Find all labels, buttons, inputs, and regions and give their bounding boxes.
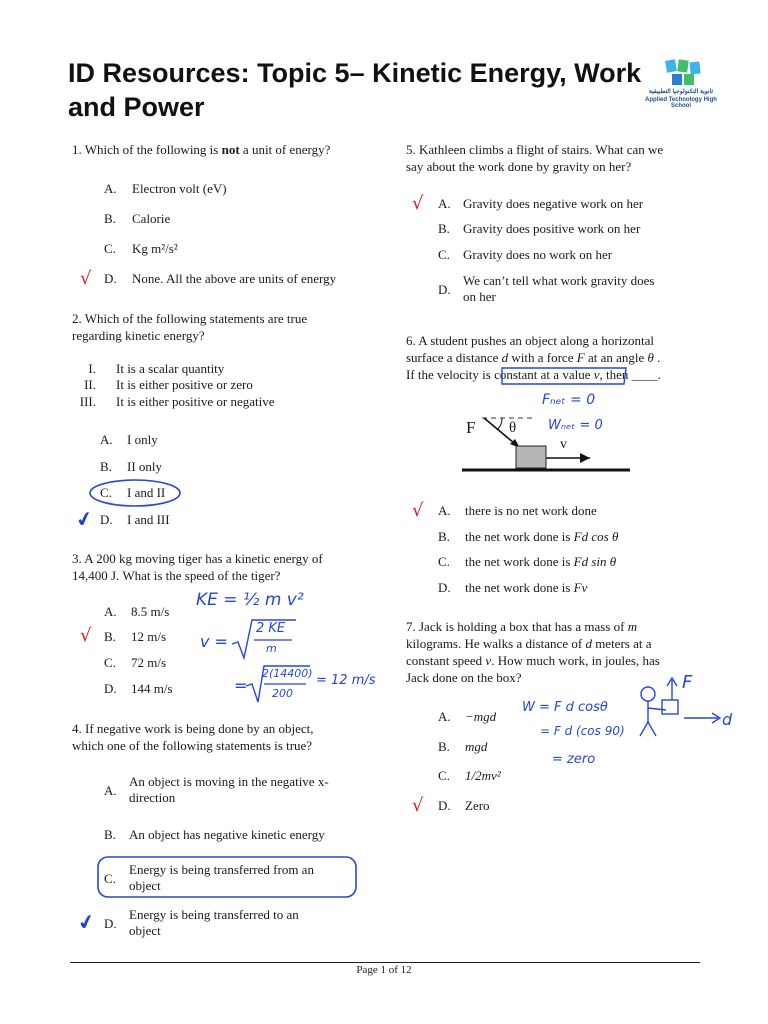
q7-option-b: [438, 739, 487, 755]
q1-stem-bold: not: [221, 142, 240, 157]
q5-option-a: [438, 196, 643, 212]
option-text: 144 m/s: [131, 681, 173, 696]
q3-hand-num: 2(14400): [262, 667, 313, 680]
q5-option-c: [438, 247, 612, 263]
option-letter: D.: [104, 681, 117, 696]
option-text-line1: Energy is being transferred to an: [129, 907, 299, 922]
option-text: Gravity does positive work on her: [463, 221, 641, 236]
option-text: Electron volt (eV): [132, 181, 227, 196]
option-letter: A.: [438, 196, 451, 211]
text: constant at a value: [494, 367, 594, 382]
q1-option-c: [104, 241, 178, 257]
q7-stem-line3: [406, 652, 706, 669]
q2-stem-line1: 2. Which of the following statements are true: [72, 311, 308, 326]
option-letter: B.: [100, 459, 112, 474]
option-text: Gravity does no work on her: [463, 247, 613, 262]
text: If the velocity is: [406, 367, 495, 382]
option-text-line1: We can’t tell what work gravity does: [463, 273, 655, 288]
logo-english: Applied Technology High School: [645, 97, 717, 109]
option-letter: B.: [104, 629, 116, 644]
statement-number: II.: [84, 377, 96, 392]
option-letter: C.: [100, 485, 112, 500]
option-text: Gravity does negative work on her: [463, 196, 644, 211]
q3-stem-line1: 3. A 200 kg moving tiger has a kinetic energy of: [72, 551, 323, 566]
option-text: Kg m²/s²: [132, 241, 178, 256]
text: kilograms. He walks a distance of: [406, 636, 586, 651]
footer-divider: [70, 962, 700, 963]
statement-text: It is a scalar quantity: [116, 361, 225, 376]
option-letter: A.: [104, 181, 117, 196]
option-text: An object has negative kinetic energy: [129, 827, 325, 842]
q3-hand-v: v =: [200, 632, 228, 651]
q6-fig-theta-label: θ: [509, 420, 517, 436]
q7-stem-line1: [406, 618, 706, 635]
statement-text: It is either positive or negative: [116, 394, 275, 409]
q6-fig-v-label: v: [560, 437, 567, 452]
q4-option-a: [104, 774, 364, 806]
q7-hand-w1: W = F d cosθ: [522, 700, 608, 715]
option-letter: C.: [438, 768, 450, 783]
option-letter: A.: [438, 503, 451, 518]
q3-stem: [72, 550, 372, 584]
option-letter: A.: [104, 783, 117, 798]
q5-stem: [406, 141, 706, 175]
q2-option-b: [100, 459, 162, 475]
q7-answer-check-icon: √: [412, 795, 424, 816]
option-text-line1: An object is moving in the negative x-: [129, 774, 329, 789]
option-text: 72 m/s: [131, 655, 167, 670]
logo-arabic: ثانوية التكنولوجيا التطبيقية: [648, 89, 714, 95]
q3-hand-m: m: [266, 642, 277, 655]
q7-option-a: [438, 709, 496, 725]
q6-stem-line1: 6. A student pushes an object along a horizontal: [406, 333, 655, 348]
q6-answer-check-icon: √: [412, 500, 424, 521]
q5-stem-line2: say about the work done by gravity on her?: [406, 159, 632, 174]
option-math: Fd cos θ: [573, 529, 619, 544]
option-letter: C.: [104, 871, 116, 886]
q4-box-annotation: [97, 856, 359, 900]
option-text: 12 m/s: [131, 629, 167, 644]
q4-option-b: [104, 827, 325, 843]
option-letter: D.: [438, 282, 451, 297]
q1-option-a: [104, 181, 227, 197]
option-text: the net work done is: [465, 529, 574, 544]
option-text: I and II: [127, 485, 166, 500]
q3-option-b: [104, 629, 166, 645]
option-letter: B.: [104, 211, 116, 226]
statement-number: III.: [79, 394, 96, 409]
q4-stem-line2: which one of the following statements is true?: [72, 738, 313, 753]
statement-text: It is either positive or zero: [116, 377, 253, 392]
option-text: Calorie: [132, 211, 171, 226]
option-text-line2: on her: [463, 289, 496, 304]
option-math: −mgd: [465, 709, 497, 724]
q5-answer-check-icon: √: [412, 193, 424, 214]
q2-stem: [72, 310, 372, 344]
q6-option-a: [438, 503, 597, 519]
q7-option-c: [438, 768, 501, 784]
q3-stem-line2: 14,400 J. What is the speed of the tiger?: [72, 568, 281, 583]
q5-stem-line1: 5. Kathleen climbs a flight of stairs. What can we: [406, 142, 664, 157]
q2-stem-line2: regarding kinetic energy?: [72, 328, 205, 343]
option-letter: A.: [100, 432, 113, 447]
q5-option-b: [438, 221, 640, 237]
var-m: m: [627, 619, 638, 634]
q3-option-c: [104, 655, 166, 671]
text: surface a distance: [406, 350, 502, 365]
text: constant speed: [406, 653, 486, 668]
var-theta: θ: [647, 350, 654, 365]
q7-hand-w2: = F d (cos 90): [540, 724, 625, 738]
option-math: 1/2mv²: [465, 768, 501, 783]
option-text: Zero: [465, 798, 490, 813]
q4-stem-line1: 4. If negative work is being done by an object,: [72, 721, 314, 736]
option-letter: C.: [438, 247, 450, 262]
option-text: there is no net work done: [465, 503, 597, 518]
var-d: d: [585, 636, 592, 651]
text: , then ____.: [599, 367, 661, 382]
option-letter: C.: [104, 655, 116, 670]
q4-option-d: [104, 907, 364, 939]
q6-option-b: [438, 529, 618, 545]
q6-option-c: [438, 554, 616, 570]
q6-option-d: [438, 580, 587, 596]
q7-hand-w3: = zero: [552, 752, 596, 767]
q4-stem: [72, 720, 372, 754]
option-letter: D.: [104, 271, 117, 286]
option-letter: B.: [104, 827, 116, 842]
option-text-line2: object: [129, 923, 161, 938]
text: at an angle: [584, 350, 648, 365]
q3-option-a: [104, 604, 169, 620]
option-math: Fv: [573, 580, 588, 595]
option-text: 8.5 m/s: [131, 604, 170, 619]
option-letter: D.: [438, 580, 451, 595]
q2-answer-check-icon: ✔: [73, 505, 96, 533]
option-text-line2: object: [129, 878, 161, 893]
q1-option-d: [104, 271, 336, 287]
text: . How much work, in joules, has: [491, 653, 660, 668]
q3-hand-2ke: 2 KE: [256, 621, 286, 636]
option-text: the net work done is: [465, 554, 574, 569]
q6-box-annotation: [500, 364, 630, 386]
q7-stem-line2: [406, 635, 706, 652]
option-letter: A.: [104, 604, 117, 619]
q6-hand-fnet: Fₙₑₜ = 0: [542, 392, 596, 408]
option-letter: B.: [438, 529, 450, 544]
q3-answer-check-icon: √: [80, 625, 92, 646]
page-title: ID Resources: Topic 5– Kinetic Energy, Work and Power: [68, 58, 642, 122]
option-math: mgd: [465, 739, 488, 754]
q2-circle-annotation: [88, 478, 184, 508]
school-logo: [640, 58, 722, 108]
option-text-line1: Energy is being transferred from an: [129, 862, 314, 877]
q3-hand-eq: =: [234, 676, 248, 695]
text: with a force: [508, 350, 577, 365]
q3-option-d: [104, 681, 173, 697]
option-text: the net work done is: [465, 580, 574, 595]
option-letter: C.: [104, 241, 116, 256]
var-v: v: [485, 653, 492, 668]
q3-hand-den: 200: [272, 687, 293, 700]
q7-stem-line4: Jack done on the box?: [406, 670, 522, 685]
option-letter: D.: [104, 916, 117, 931]
q1-answer-check-icon: √: [80, 268, 92, 289]
q2-option-d: [100, 512, 170, 528]
text: meters at a: [591, 636, 652, 651]
q6-fig-f-label: F: [466, 418, 476, 437]
text: 7. Jack is holding a box that has a mass of: [406, 619, 628, 634]
option-text-line2: direction: [129, 790, 176, 805]
option-letter: B.: [438, 221, 450, 236]
q3-hand-result: = 12 m/s: [316, 673, 376, 688]
q7-hand-d: d: [722, 710, 733, 729]
var-d: d: [501, 350, 509, 365]
var-f: F: [576, 350, 585, 365]
option-text: I and III: [127, 512, 170, 527]
option-text: II only: [127, 459, 163, 474]
option-letter: D.: [100, 512, 113, 527]
option-text: I only: [127, 432, 158, 447]
q6-force-diagram: [462, 408, 632, 476]
option-text: None. All the above are units of energy: [132, 271, 337, 286]
q1-stem-pre: 1. Which of the following is: [72, 142, 222, 157]
option-math: Fd sin θ: [573, 554, 617, 569]
var-v: v: [593, 367, 600, 382]
q3-hand-ke: KE = ½ m v²: [196, 590, 304, 610]
text: .: [653, 350, 661, 365]
q7-option-d: [438, 798, 490, 814]
option-letter: D.: [438, 798, 451, 813]
q1-stem: [72, 141, 372, 158]
option-letter: C.: [438, 554, 450, 569]
q6-hand-wnet: Wₙₑₜ = 0: [548, 418, 603, 433]
q2-option-a: [100, 432, 158, 448]
statement-number: I.: [88, 361, 96, 376]
option-letter: B.: [438, 739, 450, 754]
q1-stem-post: a unit of energy?: [239, 142, 331, 157]
q5-option-d: [438, 273, 698, 305]
option-letter: A.: [438, 709, 451, 724]
q4-answer-check-icon: ✔: [75, 908, 98, 936]
q1-option-b: [104, 211, 170, 227]
q7-hand-f: F: [682, 672, 693, 693]
page-number: Page 1 of 12: [356, 964, 412, 976]
